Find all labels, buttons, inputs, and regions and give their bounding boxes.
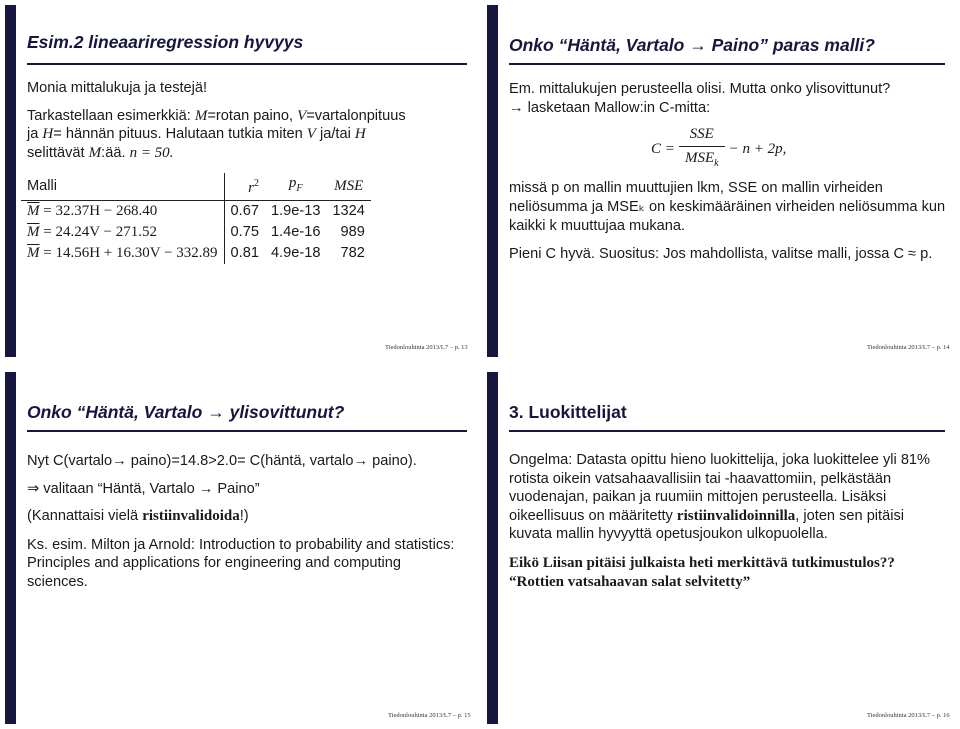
slide-title: Onko “Häntä, Vartalo → Paino” paras malli? — [509, 35, 875, 55]
model-cell: $\overline{M} = 32.37H - 268.40$ — [21, 200, 224, 222]
table-row — [21, 243, 371, 264]
slide-footer: Tiedonlouhinta 2013/L7 – p. 14 — [867, 344, 950, 351]
header-mse: MSE — [326, 173, 370, 200]
r2-cell: 0.75 — [230, 224, 259, 241]
intro-line: Monia mittalukuja ja testejä! — [27, 80, 208, 96]
conclusion-text: ⇒ valitaan “Häntä, Vartalo → Paino” — [27, 480, 260, 497]
model-cell: $\overline{M} = 14.56H + 16.30V - 332.89$ — [21, 243, 224, 264]
problem-text: Ongelma: Datasta opittu hieno luokittelija, joka luokittelee yli 81% rotista oikein vatsahaavallisiin tai -haavattomiin, pelkästään vuodenajan, paikan ja ruumiin mittojen perusteella. Lisäksi oikeellisuus on määritetty ristiinvalidoinnilla, joten sen pitäisi kuvata mallin hyvyyttä opetusjoukon ulkopuolella. — [509, 452, 931, 543]
title-rule — [27, 63, 467, 65]
slide-accent-bar — [5, 372, 16, 724]
slide-16 — [487, 372, 955, 724]
model-cell: $\overline{M} = 24.24V - 271.52$ — [21, 222, 224, 243]
slide-footer: Tiedonlouhinta 2013/L7 – p. 13 — [385, 344, 468, 351]
slide-body — [509, 451, 945, 591]
intro-line: Em. mittalukujen perusteella olisi. Mutta onko ylisovittunut? — [509, 81, 891, 97]
comparison-text: Nyt C(vartalo→ paino)=14.8>2.0= C(häntä, vartalo→ paino). — [27, 453, 417, 469]
slide-body — [27, 79, 467, 264]
formula-fraction: $\frac{\text{SSE}}{MSE_k}$ — [679, 125, 725, 173]
header-pf: $p_F$ — [265, 173, 327, 200]
slide-footer: Tiedonlouhinta 2013/L7 – p. 16 — [867, 712, 950, 719]
mse-cell: 989 — [340, 224, 365, 241]
slide-13 — [5, 5, 475, 357]
description: Tarkastellaan esimerkkiä: M=rotan paino, V=vartalonpituus ja H= hännän pituus. Halutaan tutkia miten V ja/tai H selittävät M:ää. n = 50. — [27, 107, 406, 161]
slide-accent-bar — [487, 5, 498, 357]
slide-title: Esim.2 lineaariregression hyvyys — [27, 32, 304, 52]
slide-title: 3. Luokittelijat — [509, 402, 627, 422]
mse-cell: 782 — [340, 245, 365, 262]
definition-text: missä p on mallin muuttujien lkm, SSE on mallin virheiden neliösumma ja MSEₖ on keskimääräinen virheiden neliösumma kun kaikki k muuttujaa mukana. — [509, 180, 946, 234]
header-r2: $r^2$ — [224, 173, 265, 200]
slide-footer: Tiedonlouhinta 2013/L7 – p. 15 — [388, 712, 471, 719]
slide-title: Onko “Häntä, Vartalo → ylisovittunut? — [27, 402, 345, 422]
slide-14 — [487, 5, 955, 357]
mallows-formula: C = $\frac{\text{SSE}}{MSE_k}$ − n + 2p, — [651, 125, 949, 173]
title-rule — [509, 430, 945, 432]
mse-cell: 1324 — [332, 203, 365, 220]
table-row — [21, 222, 371, 243]
slide-body — [27, 452, 457, 592]
slide-accent-bar — [5, 5, 16, 357]
recommendation-text: Pieni C hyvä. Suositus: Jos mahdollista, valitse malli, jossa C ≈ p. — [509, 246, 933, 263]
pf-cell: 1.9e-13 — [270, 203, 321, 220]
note-text: (Kannattaisi vielä ristiinvalidoida!) — [27, 508, 249, 525]
r2-cell: 0.67 — [230, 203, 259, 220]
question-text: Eikö Liisan pitäisi julkaista heti merkittävä tutkimustulos?? — [509, 554, 895, 571]
reference-text: Ks. esim. Milton ja Arnold: Introduction to probability and statistics: Principles and applications for engineering and computing sciences. — [27, 536, 455, 590]
slide-accent-bar — [487, 372, 498, 724]
header-model: Malli — [21, 173, 224, 200]
table-header — [21, 173, 371, 200]
headline-quote: “Rottien vatsahaavan salat selvitetty” — [509, 573, 751, 590]
slide-15 — [5, 372, 475, 724]
title-rule — [27, 430, 467, 432]
slide-body — [509, 80, 949, 264]
table-row — [21, 200, 371, 222]
method-line: → lasketaan Mallow:in C-mitta: — [509, 99, 711, 116]
title-rule — [509, 63, 945, 65]
r2-cell: 0.81 — [230, 245, 259, 262]
pf-cell: 1.4e-16 — [270, 224, 321, 241]
model-table — [21, 173, 371, 264]
pf-cell: 4.9e-18 — [270, 245, 321, 262]
